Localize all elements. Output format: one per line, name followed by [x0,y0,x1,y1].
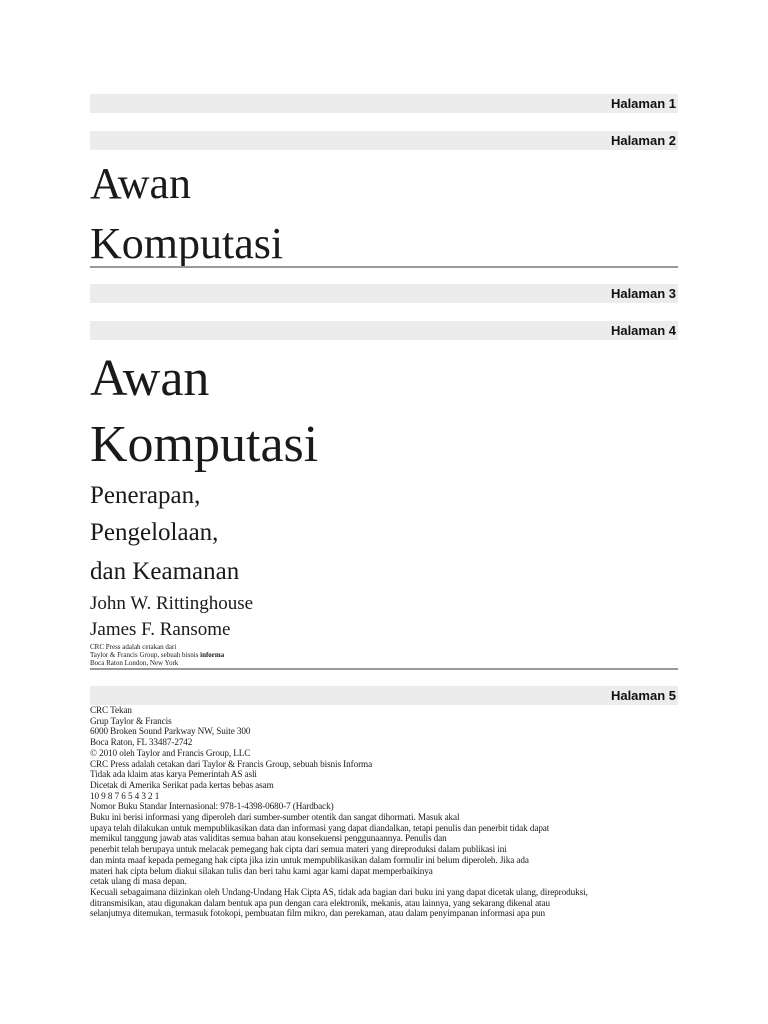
copyright-block [90,705,650,919]
page-header-3 [90,284,678,303]
cover-title-line-1: Awan [90,159,192,208]
author-1: John W. Rittinghouse [90,593,254,614]
copyright-line: ditransmisikan, atau digunakan dalam bentuk apa pun dengan cara elektronik, mekanis, atau lainnya, yang sekarang dikenal atau [90,897,550,908]
copyright-line: Tidak ada klaim atas karya Pemerintah AS asli [90,769,257,780]
author-2: James F. Ransome [90,619,231,640]
page-label: Halaman 4 [610,323,676,338]
copyright-line: cetak ulang di masa depan. [90,876,187,887]
page-label: Halaman 2 [610,133,676,148]
subtitle-line-2: Pengelolaan, [90,519,219,546]
copyright-line: © 2010 oleh Taylor and Francis Group, LLC [90,747,251,758]
copyright-line: Buku ini berisi informasi yang diperoleh dari sumber-sumber otentik dan sangat dihormati. Masuk akal [90,812,460,823]
publisher-line-2 [90,651,224,659]
subtitle-line-1: Penerapan, [90,482,201,509]
copyright-line: Nomor Buku Standar Internasional: 978-1-4398-0680-7 (Hardback) [90,801,334,812]
copyright-line: CRC Tekan [90,705,132,715]
page-label: Halaman 1 [610,96,676,111]
page-header-5 [90,686,678,705]
title-page-title-line-2: Komputasi [90,416,319,473]
copyright-line: Kecuali sebagaimana diizinkan oleh Undang-Undang Hak Cipta AS, tidak ada bagian dari buku ini yang dapat dicetak ulang, direproduksi, [90,886,588,897]
copyright-line: selanjutnya ditemukan, termasuk fotokopi, pembuatan film mikro, dan perekaman, atau dalam penyimpanan informasi apa pun [90,908,545,919]
title-page-title-line-1: Awan [90,350,210,407]
publisher-brand: informa [200,651,225,659]
page-divider [90,266,678,268]
page-divider [90,668,678,670]
copyright-line: penerbit telah berupaya untuk melacak pemegang hak cipta dari semua materi yang direproduksi dalam publikasi ini [90,844,507,855]
page-label: Halaman 3 [610,286,676,301]
copyright-line: Boca Raton, FL 33487-2742 [90,737,193,748]
cover-title-line-2: Komputasi [90,219,284,268]
page-header-4 [90,321,678,340]
copyright-line: 6000 Broken Sound Parkway NW, Suite 300 [90,726,251,737]
subtitle-line-3: dan Keamanan [90,558,240,585]
copyright-line: CRC Press adalah cetakan dari Taylor & Francis Group, sebuah bisnis Informa [90,758,373,769]
copyright-line: Grup Taylor & Francis [90,715,172,726]
publisher-line-2-text: Taylor & Francis Group, sebuah bisnis [90,651,201,659]
copyright-line: materi hak cipta belum diakui silakan tulis dan beri tahu kami agar kami dapat memperbaikinya [90,865,433,876]
page-header-2 [90,131,678,150]
copyright-line: upaya telah dilakukan untuk mempublikasikan data dan informasi yang dapat diandalkan, tetapi penulis dan penerbit tidak dapat [90,822,550,833]
copyright-line: 10 9 8 7 6 5 4 3 2 1 [90,790,160,801]
publisher-line-1: CRC Press adalah cetakan dari [90,643,177,651]
copyright-line: Dicetak di Amerika Serikat pada kertas bebas asam [90,779,274,790]
page-header-1 [90,94,678,113]
copyright-line: dan minta maaf kepada pemegang hak cipta jika izin untuk mempublikasikan dalam formulir ini belum diperoleh. Jika ada [90,854,529,865]
page-label: Halaman 5 [610,688,676,703]
publisher-line-3: Boca Raton London, New York [90,659,179,667]
copyright-line: memikul tanggung jawab atas validitas semua bahan atau konsekuensi penggunaannya. Penulis dan [90,833,447,844]
